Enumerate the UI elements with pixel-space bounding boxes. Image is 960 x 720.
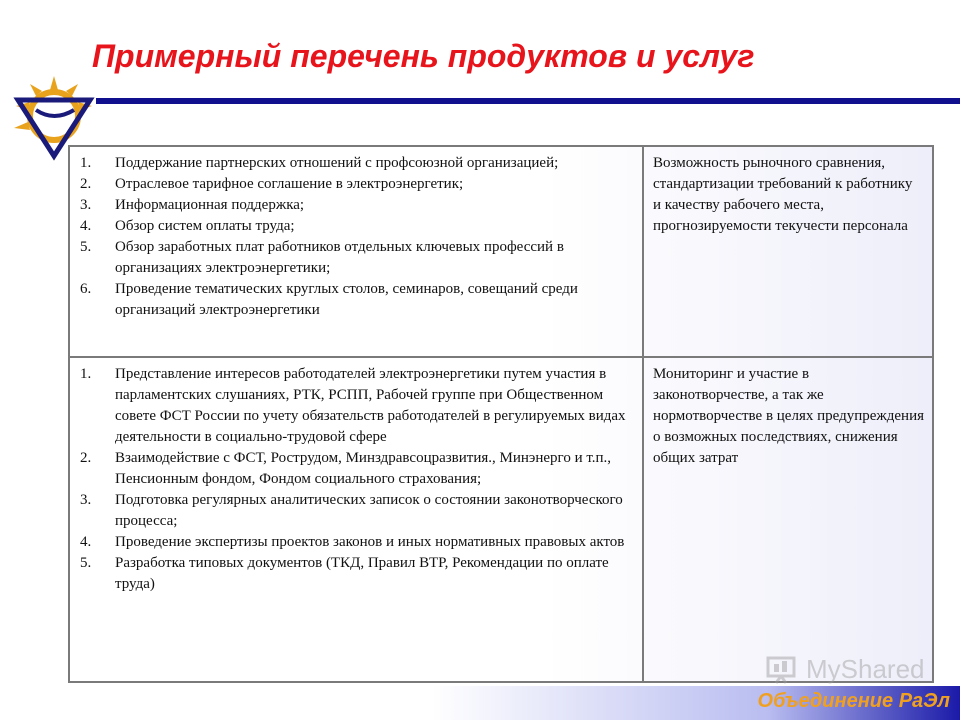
services-table — [68, 145, 934, 683]
table-cell-services-1 — [69, 146, 643, 357]
brand-name: Объединение РаЭл — [757, 690, 950, 712]
list-item: 5. Обзор заработных плат работников отдельных ключевых профессий в организациях электроэнергетики; — [80, 239, 564, 276]
slide-title: Примерный перечень продуктов и услуг — [92, 38, 755, 74]
list-item: 1. Поддержание партнерских отношений с профсоюзной организацией; — [80, 155, 559, 171]
list-item: 3. Подготовка регулярных аналитических записок о состоянии законотворческого процесса; — [80, 492, 623, 529]
watermark — [766, 652, 936, 686]
list-item: 5. Разработка типовых документов (ТКД, Правил ВТР, Рекомендации по оплате труда) — [80, 555, 609, 592]
list-item: 1. Представление интересов работодателей электроэнергетики путем участия в парламентских слушаниях, РТК, РСПП, Рабочей группе при Общественном совете ФСТ России по учету обязательств работодателей в регулируемых видах деятельности в социально-трудовой сфере — [80, 366, 626, 445]
list-item: 3. Информационная поддержка; — [80, 197, 305, 213]
list-item: 6. Проведение тематических круглых столов, семинаров, совещаний среди организаций электроэнергетики — [80, 281, 578, 318]
list-item: 4. Проведение экспертизы проектов законов и иных нормативных правовых актов — [80, 534, 625, 550]
table-cell-services-2 — [69, 357, 643, 682]
services-list-1 — [78, 153, 636, 321]
list-item: 2. Взаимодействие с ФСТ, Рострудом, Минздравсоцразвития., Минэнерго и т.п., Пенсионным фондом, Фондом социального страхования; — [80, 450, 612, 487]
list-item: 2. Отраслевое тарифное соглашение в электроэнергетик; — [80, 176, 464, 192]
table-cell-benefit-1: Возможность рыночного сравнения, стандартизации требований к работнику и качеству рабочего места, прогнозируемости текучести персонала — [643, 146, 933, 357]
services-list-2 — [78, 364, 636, 595]
table-cell-benefit-2: Мониторинг и участие в законотворчестве, а так же нормотворчестве в целях предупреждения о возможных последствиях, снижения общих затрат — [643, 357, 933, 682]
title-underline — [96, 98, 960, 104]
watermark-text: MyShared — [806, 653, 925, 684]
list-item: 4. Обзор систем оплаты труда; — [80, 218, 295, 234]
presentation-watermark-icon — [766, 654, 800, 684]
